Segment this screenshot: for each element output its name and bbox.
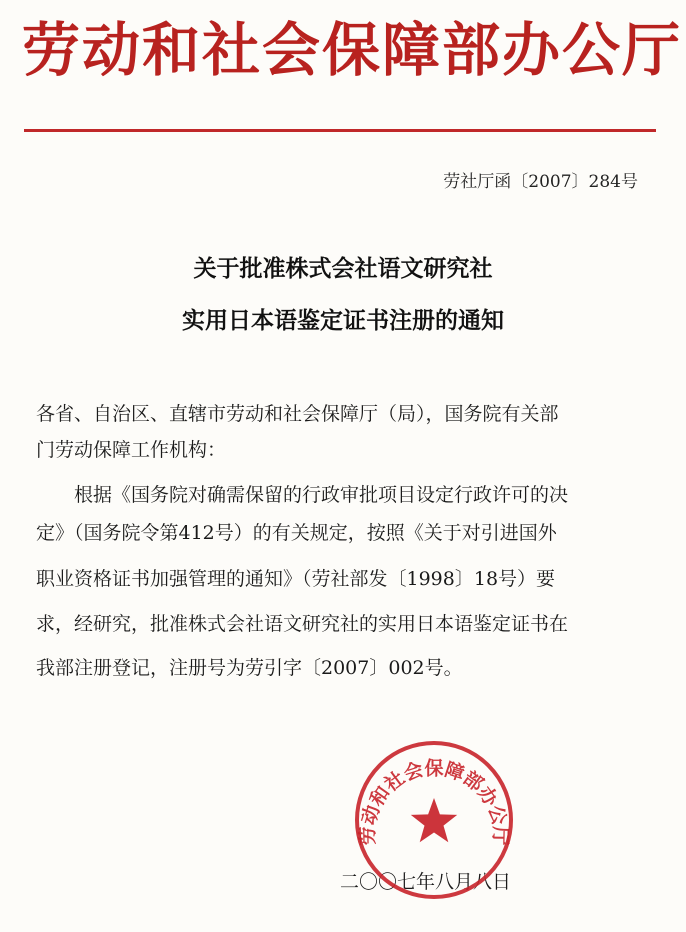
issue-date: 二〇〇七年八月八日 — [340, 871, 512, 893]
star-icon — [411, 798, 457, 842]
notice-title-line-1: 关于批准株式会社语文研究社 — [193, 256, 493, 282]
body-line-5: 职业资格证书加强管理的通知》（劳社部发〔1998〕18号）要 — [36, 568, 556, 590]
body-line-6: 求，经研究，批准株式会社语文研究社的实用日本语鉴定证书在 — [36, 613, 569, 635]
letterhead-divider — [24, 129, 656, 132]
seal-text: 劳动和社会保障部办公厅 — [356, 757, 512, 846]
body-line-2: 门劳动保障工作机构： — [36, 439, 227, 461]
document-number: 劳社厅函〔2007〕284号 — [443, 172, 638, 192]
body-line-1: 各省、自治区、直辖市劳动和社会保障厅（局），国务院有关部 — [36, 403, 559, 425]
body-line-3: 根据《国务院对确需保留的行政审批项目设定行政许可的决 — [36, 484, 569, 506]
body-line-7: 我部注册登记，注册号为劳引字〔2007〕002号。 — [36, 657, 463, 679]
notice-title-line-2: 实用日本语鉴定证书注册的通知 — [182, 308, 504, 334]
letterhead-title: 劳动和社会保障部办公厅 — [22, 16, 683, 84]
official-seal — [352, 738, 516, 902]
body-line-4: 定》（国务院令第412号）的有关规定，按照《关于对引进国外 — [36, 522, 557, 544]
